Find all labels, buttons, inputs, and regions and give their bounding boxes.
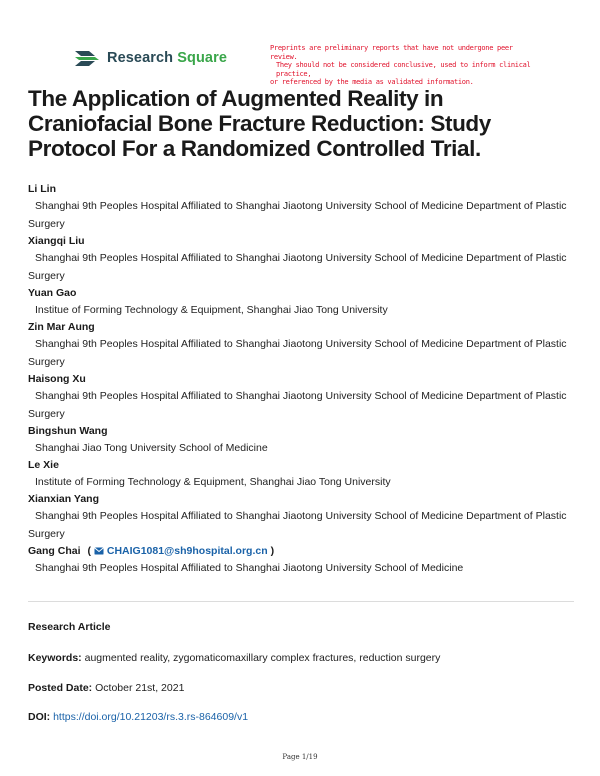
author-name[interactable]: Bingshun Wang <box>28 425 108 437</box>
logo-word-research: Research <box>107 50 174 66</box>
doi-row <box>28 711 248 723</box>
paren-close: ) <box>270 545 275 557</box>
author-entry-corresponding <box>28 543 578 577</box>
posted-date-value: October 21st, 2021 <box>95 682 185 694</box>
author-name[interactable]: Haisong Xu <box>28 373 86 385</box>
research-square-logo[interactable] <box>73 47 227 69</box>
author-name[interactable]: Gang Chai <box>28 545 81 557</box>
author-entry <box>28 423 578 457</box>
posted-date-label: Posted Date: <box>28 682 93 694</box>
author-entry <box>28 285 578 319</box>
article-type-label: Research Article <box>28 621 111 633</box>
author-name-row <box>28 543 578 559</box>
author-name[interactable]: Yuan Gao <box>28 287 77 299</box>
keywords-label: Keywords: <box>28 652 82 664</box>
author-affiliation: Shanghai 9th Peoples Hospital Affiliated to Shanghai Jiaotong University School of Medicine Department of Plastic Surgery <box>28 200 567 230</box>
author-entry <box>28 233 578 285</box>
author-name[interactable]: Le Xie <box>28 459 59 471</box>
email-link[interactable] <box>94 545 268 557</box>
keywords-value: augmented reality, zygomaticomaxillary complex fractures, reduction surgery <box>84 652 441 664</box>
notice-line: They should not be considered conclusive, used to inform clinical practice, <box>276 61 531 78</box>
author-affiliation: Institue of Forming Technology & Equipment, Shanghai Jiao Tong University <box>35 304 388 316</box>
author-name[interactable]: Li Lin <box>28 183 56 195</box>
research-square-logo-icon <box>73 47 101 69</box>
preprint-notice <box>270 44 540 87</box>
author-entry <box>28 319 578 371</box>
keywords-row <box>28 652 440 664</box>
article-type <box>28 621 111 633</box>
divider <box>28 601 574 602</box>
doi-link[interactable]: https://doi.org/10.21203/rs.3.rs-864609/v1 <box>53 711 249 723</box>
author-name[interactable]: Xiangqi Liu <box>28 235 85 247</box>
author-affiliation: Shanghai 9th Peoples Hospital Affiliated to Shanghai Jiaotong University School of Medicine <box>35 562 464 574</box>
author-affiliation: Institute of Forming Technology & Equipment, Shanghai Jiao Tong University <box>35 476 391 488</box>
author-affiliation: Shanghai 9th Peoples Hospital Affiliated to Shanghai Jiaotong University School of Medicine Department of Plastic Surgery <box>28 338 567 368</box>
logo-text <box>107 50 227 66</box>
email-address: CHAIG1081@sh9hospital.org.cn <box>106 545 268 557</box>
page-number: Page 1/19 <box>282 753 318 761</box>
notice-line: Preprints are preliminary reports that have not undergone peer review. <box>270 44 513 61</box>
author-name[interactable]: Zin Mar Aung <box>28 321 95 333</box>
paper-title: The Application of Augmented Reality in Craniofacial Bone Fracture Reduction: Study Protocol For a Randomized Controlled Trial. <box>28 86 491 161</box>
posted-date-row <box>28 682 184 694</box>
logo-word-square: Square <box>177 50 227 66</box>
author-name[interactable]: Xianxian Yang <box>28 493 100 505</box>
author-entry <box>28 371 578 423</box>
doi-label: DOI: <box>28 711 51 723</box>
author-affiliation: Shanghai Jiao Tong University School of Medicine <box>35 442 268 454</box>
author-affiliation: Shanghai 9th Peoples Hospital Affiliated to Shanghai Jiaotong University School of Medicine Department of Plastic Surgery <box>28 252 567 282</box>
notice-line: or referenced by the media as validated information. <box>270 78 474 86</box>
author-entry <box>28 491 578 543</box>
paren-open: ( <box>87 545 91 557</box>
author-entry <box>28 457 578 491</box>
author-affiliation: Shanghai 9th Peoples Hospital Affiliated to Shanghai Jiaotong University School of Medicine Department of Plastic Surgery <box>28 510 567 540</box>
author-list <box>28 181 578 577</box>
author-entry <box>28 181 578 233</box>
envelope-icon <box>94 547 104 555</box>
author-affiliation: Shanghai 9th Peoples Hospital Affiliated to Shanghai Jiaotong University School of Medicine Department of Plastic Surgery <box>28 390 567 420</box>
